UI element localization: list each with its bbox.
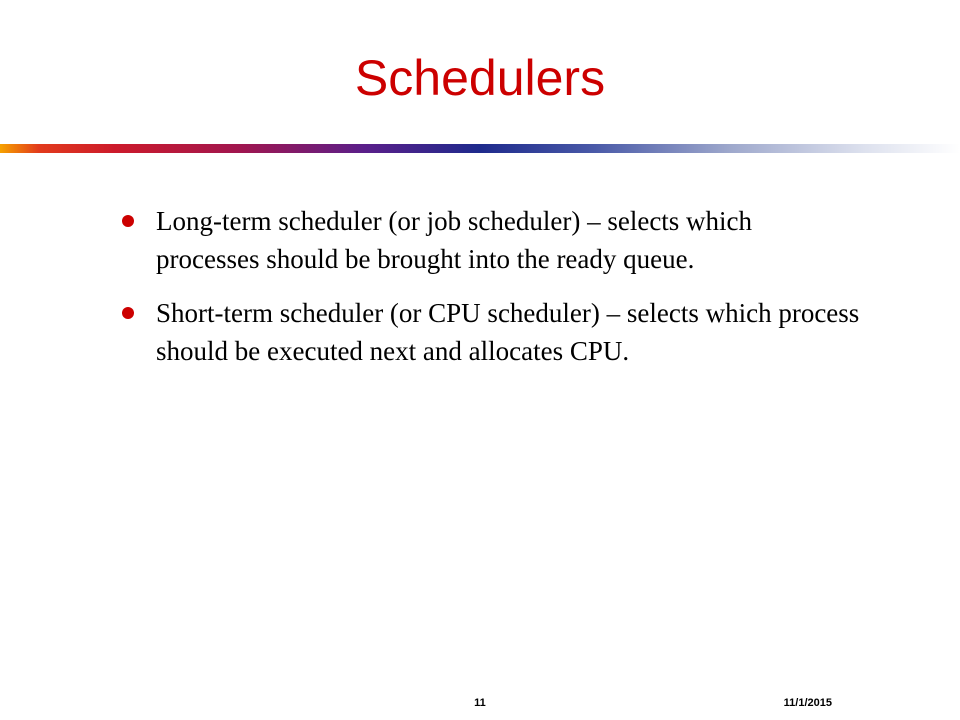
bullet-text: Short-term scheduler (or CPU scheduler) – selects which process should be executed next and allocates CPU. [156, 298, 860, 366]
bullet-dot-icon [122, 215, 134, 227]
bullet-dot-icon [122, 307, 134, 319]
bullet-list [120, 202, 860, 386]
bullet-item [120, 202, 860, 278]
slide-title: Schedulers [354, 50, 606, 106]
page-number: 11 [474, 697, 486, 709]
slide-date: 11/1/2015 [783, 697, 832, 709]
bullet-text: Long-term scheduler (or job scheduler) – selects which processes should be brought into the ready queue. [156, 206, 753, 274]
bullet-item [120, 294, 860, 370]
title-divider [0, 144, 960, 153]
